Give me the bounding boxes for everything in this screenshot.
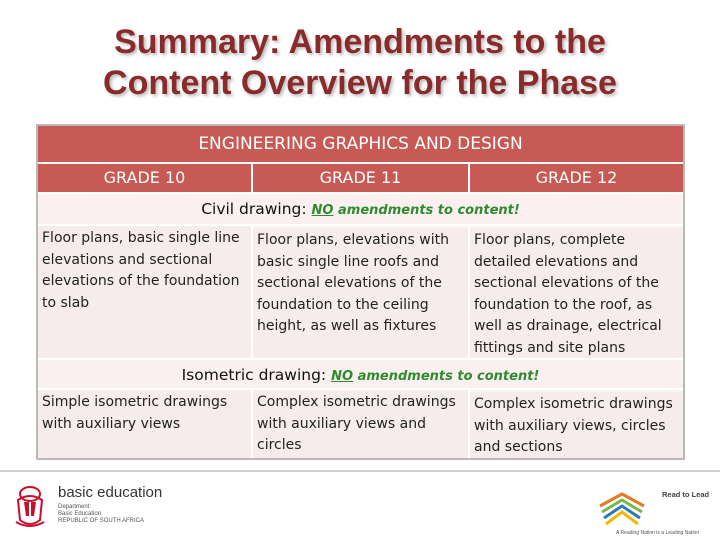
grade-10-header: GRADE 10 <box>38 164 251 192</box>
column-divider <box>468 164 470 192</box>
column-divider <box>251 164 253 192</box>
department-sub-1: Department: <box>58 504 92 510</box>
column-divider <box>468 226 470 358</box>
department-subtitle <box>58 504 144 525</box>
isometric-grade-12-cell: Complex isometric drawings with auxiliary views, circles and sections <box>470 392 683 458</box>
footer-divider <box>0 470 720 472</box>
isometric-no: NO <box>331 369 354 384</box>
civil-drawing-heading <box>38 194 683 224</box>
civil-prefix: Civil drawing: <box>201 200 307 218</box>
read-to-lead-logo <box>590 486 710 536</box>
row-divider <box>38 388 683 390</box>
isometric-drawing-heading <box>38 360 683 390</box>
civil-suffix: amendments to content! <box>338 203 520 218</box>
department-name: basic education <box>58 484 163 501</box>
content-table <box>36 124 685 460</box>
row-divider <box>38 192 683 194</box>
coat-of-arms-icon <box>10 482 50 532</box>
row-divider <box>38 224 683 226</box>
column-divider <box>251 390 253 458</box>
isometric-suffix: amendments to content! <box>357 369 540 384</box>
isometric-grade-11-cell: Complex isometric drawings with auxiliary views and circles <box>253 390 468 458</box>
grade-11-header: GRADE 11 <box>253 164 468 192</box>
column-divider <box>468 390 470 458</box>
read-to-lead-tagline: A Reading Nation is a Leading Nation <box>616 530 700 536</box>
read-to-lead-name: Read to Lead <box>662 490 710 499</box>
subject-header: ENGINEERING GRAPHICS AND DESIGN <box>38 126 683 162</box>
department-sub-2: Basic Education <box>58 511 102 517</box>
department-sub-3: REPUBLIC OF SOUTH AFRICA <box>58 518 145 524</box>
row-divider <box>38 162 683 164</box>
isometric-prefix: Isometric drawing: <box>181 366 327 384</box>
title-line-2: Content Overview for the Phase <box>103 64 617 102</box>
civil-grade-12-cell: Floor plans, complete detailed elevations and sectional elevations of the foundation to the roof, as well as drainage, electrical fittings and site plans <box>470 228 683 358</box>
civil-no: NO <box>311 203 334 218</box>
row-divider <box>38 358 683 360</box>
basic-education-logo <box>10 482 190 534</box>
isometric-grade-10-cell: Simple isometric drawings with auxiliary views <box>38 390 251 458</box>
civil-grade-11-cell: Floor plans, elevations with basic single line roofs and sectional elevations of the foundation to the ceiling height, as well as fixtures <box>253 228 468 358</box>
slide-title <box>0 22 720 104</box>
column-divider <box>251 226 253 358</box>
civil-grade-10-cell: Floor plans, basic single line elevations and sectional elevations of the foundation to slab <box>38 226 251 358</box>
title-line-1: Summary: Amendments to the <box>114 23 606 61</box>
grade-12-header: GRADE 12 <box>470 164 683 192</box>
